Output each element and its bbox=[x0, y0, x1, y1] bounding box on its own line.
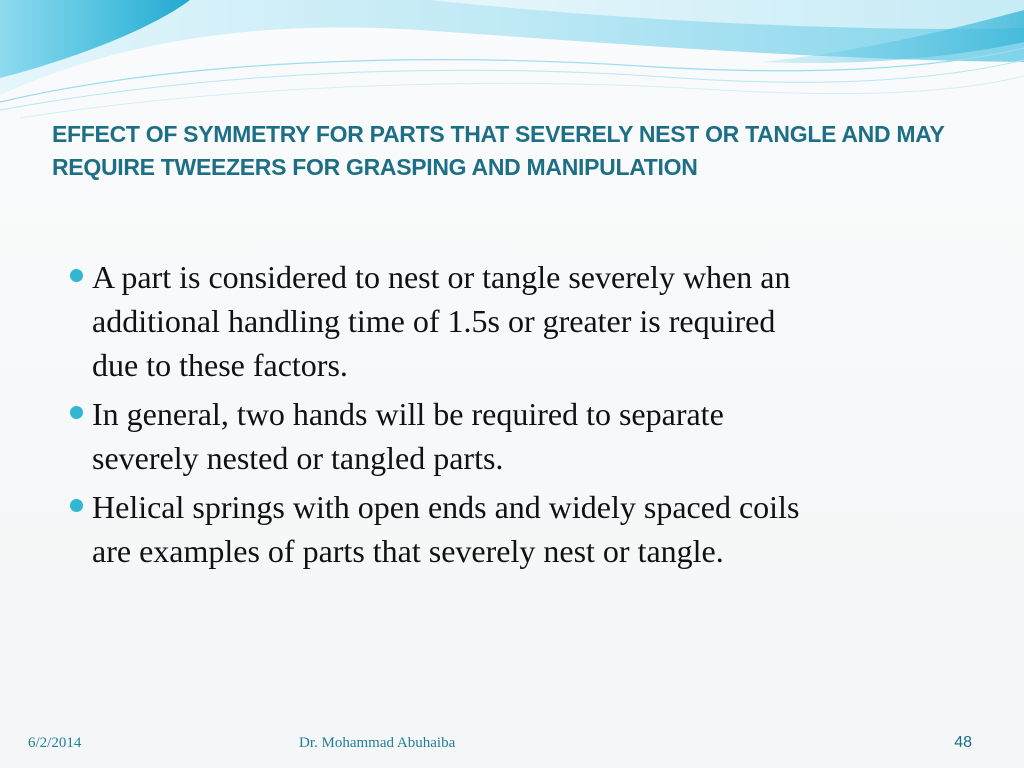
bullet-dot-icon bbox=[70, 269, 83, 282]
footer-author: Dr. Mohammad Abuhaiba bbox=[299, 735, 456, 751]
decorative-wave-banner bbox=[0, 0, 1024, 130]
wave-line-3 bbox=[20, 76, 1024, 118]
bullet-dot-icon bbox=[70, 499, 83, 512]
bullet-2-line-1: In general, two hands will be required to separate bbox=[92, 396, 724, 432]
bullet-item-2 bbox=[70, 392, 970, 480]
slide-title-line-1: EFFECT OF SYMMETRY FOR PARTS THAT SEVERELY NEST OR TANGLE AND MAY bbox=[52, 121, 945, 147]
slide-title-line-2: REQUIRE TWEEZERS FOR GRASPING AND MANIPULATION bbox=[52, 154, 698, 180]
bullet-item-3 bbox=[70, 485, 970, 573]
slide-title bbox=[52, 118, 982, 184]
bullet-1-line-1: A part is considered to nest or tangle severely when an bbox=[92, 259, 791, 295]
bullet-item-1 bbox=[70, 255, 970, 387]
bullet-3-line-2: are examples of parts that severely nest or tangle. bbox=[92, 533, 724, 569]
bullet-2-line-2: severely nested or tangled parts. bbox=[92, 440, 504, 476]
bullet-dot-icon bbox=[70, 406, 83, 419]
wave-line-2 bbox=[0, 60, 1024, 110]
bullet-1-line-2: additional handling time of 1.5s or greater is required bbox=[92, 303, 776, 339]
footer-date: 6/2/2014 bbox=[28, 735, 82, 751]
bullet-1-line-3: due to these factors. bbox=[92, 347, 348, 383]
bullet-3-line-1: Helical springs with open ends and widely spaced coils bbox=[92, 489, 800, 525]
bullet-list bbox=[70, 255, 970, 578]
page-number: 48 bbox=[954, 734, 972, 751]
